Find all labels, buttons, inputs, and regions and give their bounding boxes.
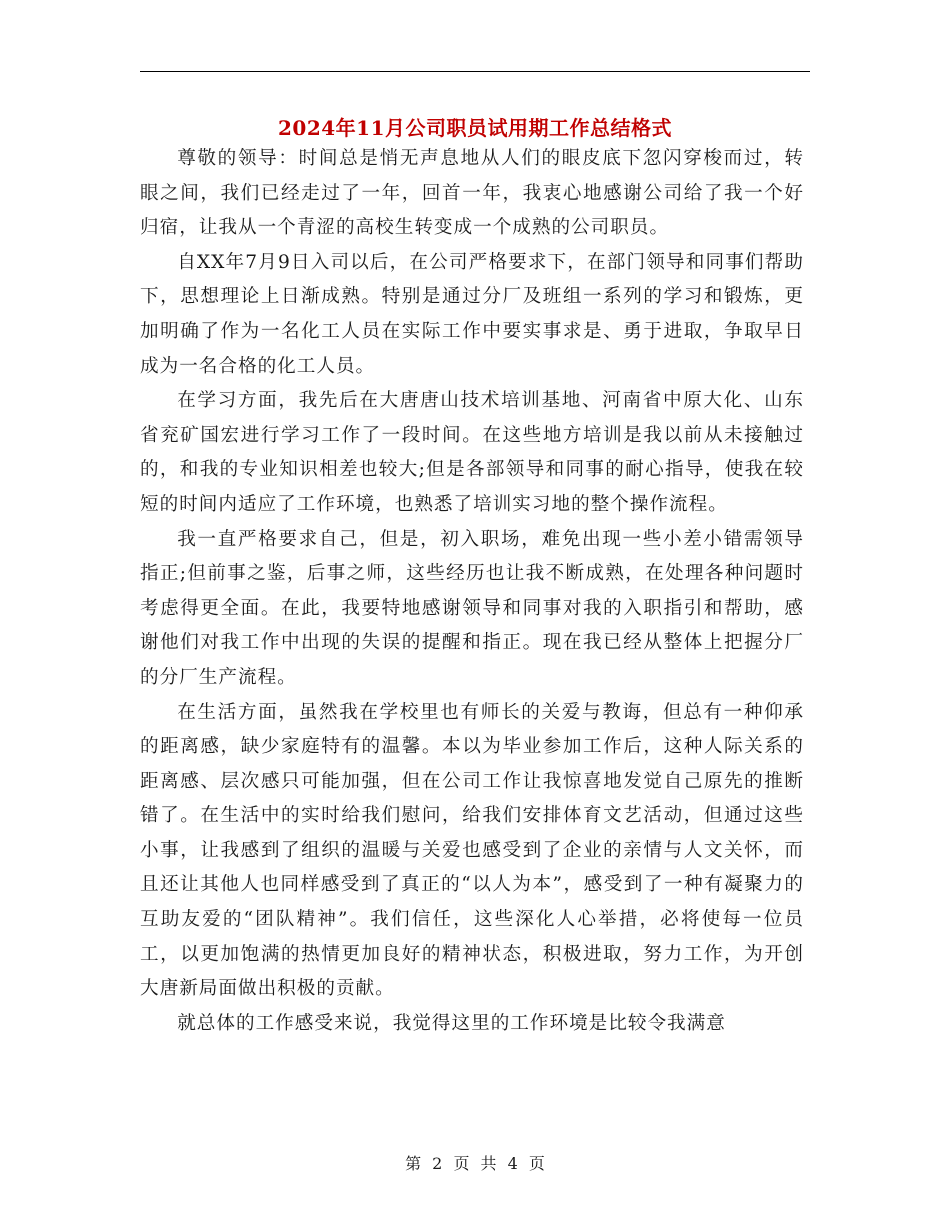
paragraph: 在学习方面，我先后在大唐唐山技术培训基地、河南省中原大化、山东省兖矿国宏进行学习工作了一段时间。在这些地方培训是我以前从未接触过的，和我的专业知识相差也较大;但是各部领导和同事的耐心指导，使我在较短的时间内适应了工作环境，也熟悉了培训实习地的整个操作流程。 [140, 390, 804, 515]
paragraph: 就总体的工作感受来说，我觉得这里的工作环境是比较令我满意 [177, 1012, 726, 1034]
paragraph: 自XX年7月9日入司以后，在公司严格要求下，在部门领导和同事们帮助下，思想理论上日渐成熟。特别是通过分厂及班组一系列的学习和锻炼，更加明确了作为一名化工人员在实际工作中要实事求是、勇于进取，争取早日成为一名合格的化工人员。 [140, 251, 804, 377]
document-title: 2024年11月公司职员试用期工作总结格式 [278, 116, 672, 140]
header-rule [140, 71, 810, 72]
paragraph: 我一直严格要求自己，但是，初入职场，难免出现一些小差小错需领导指正;但前事之鉴，后事之师，这些经历也让我不断成熟，在处理各种问题时考虑得更全面。在此，我要特地感谢领导和同事对我的入职指引和帮助，感谢他们对我工作中出现的失误的提醒和指正。现在我已经从整体上把握分厂的分厂生产流程。 [140, 528, 804, 688]
page-number-footer: 第 2 页 共 4 页 [405, 1154, 545, 1173]
paragraph: 在生活方面，虽然我在学校里也有师长的关爱与教诲，但总有一种仰承的距离感，缺少家庭特有的温馨。本以为毕业参加工作后，这种人际关系的距离感、层次感只可能加强，但在公司工作让我惊喜地发觉自己原先的推断错了。在生活中的实时给我们慰问，给我们安排体育文艺活动，但通过这些小事，让我感到了组织的温暖与关爱也感受到了企业的亲情与人文关怀，而且还让其他人也同样感受到了真正的“以人为本”，感受到了一种有凝聚力的互助友爱的“团队精神”。我们信任，这些深化人心举措，必将使每一位员工，以更加饱满的热情更加良好的精神状态，积极进取，努力工作，为开创大唐新局面做出积极的贡献。 [140, 701, 804, 1000]
paragraph: 尊敬的领导：时间总是悄无声息地从人们的眼皮底下忽闪穿梭而过，转眼之间，我们已经走过了一年，回首一年，我衷心地感谢公司给了我一个好归宿，让我从一个青涩的高校生转变成一个成熟的公司职员。 [140, 148, 804, 239]
document-body [140, 142, 804, 1041]
